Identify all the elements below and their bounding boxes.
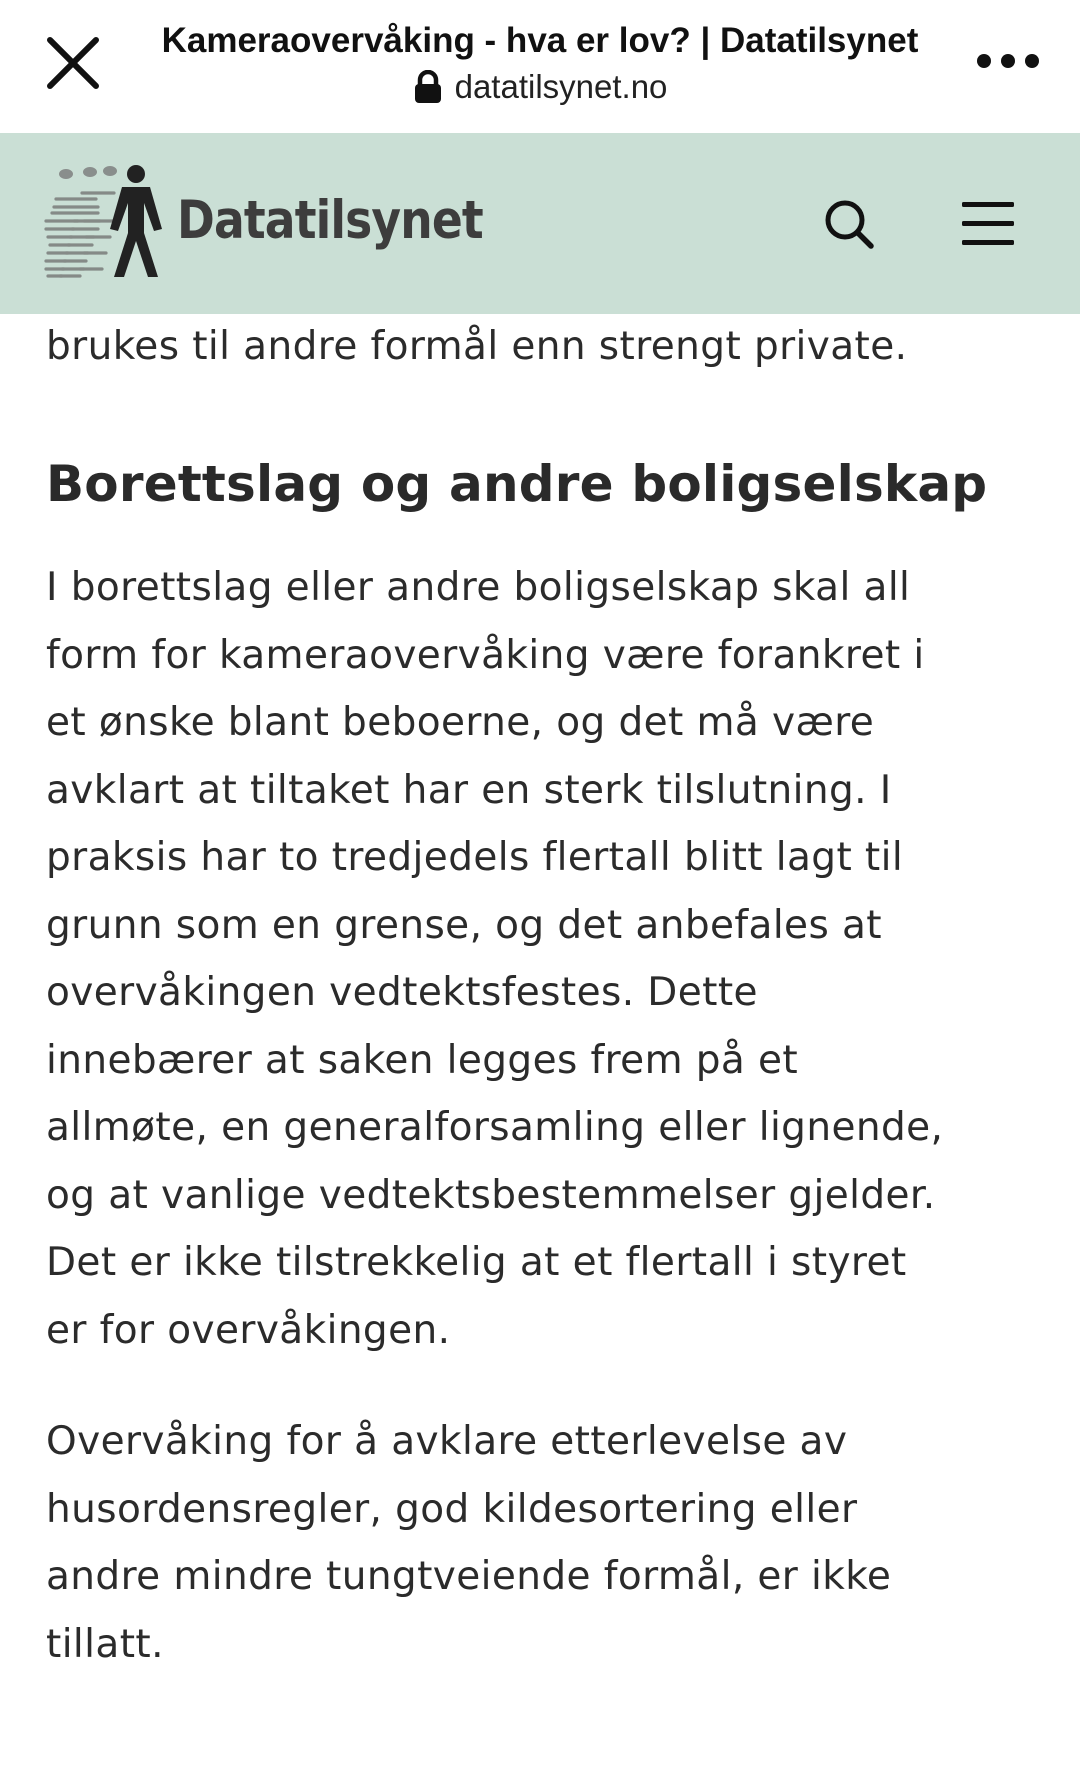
paragraph-borettslag <box>46 554 1046 1364</box>
logo-text: Datatilsynet <box>177 190 483 251</box>
more-options-button[interactable] <box>966 36 1050 86</box>
walking-figures-logo-icon <box>44 163 169 278</box>
browser-toolbar <box>0 0 1080 133</box>
paragraph-line: praksis har to tredjedels flertall blitt lagt til <box>46 835 904 880</box>
search-button[interactable] <box>814 189 884 259</box>
site-header <box>0 133 1080 314</box>
more-horizontal-icon <box>976 53 1040 69</box>
paragraph-husordensregler <box>46 1408 1046 1678</box>
hamburger-menu-icon <box>961 200 1015 248</box>
paragraph-line: form for kameraovervåking være forankret i <box>46 632 925 678</box>
paragraph-line: overvåkingen vedtektsfestes. Dette <box>46 970 758 1015</box>
paragraph-line: I borettslag eller andre boligselskap skal all <box>46 565 911 610</box>
lock-icon <box>413 70 443 104</box>
article-content <box>46 314 1046 1678</box>
paragraph-line: og at vanlige vedtektsbestemmelser gjelder. <box>46 1172 936 1218</box>
paragraph-line: andre mindre tungtveiende formål, er ikke <box>46 1554 892 1599</box>
paragraph-line: avklart at tiltaket har en sterk tilslutning. I <box>46 767 892 813</box>
section-heading: Borettslag og andre boligselskap <box>46 455 988 513</box>
lead-text: brukes til andre formål enn strengt private. <box>46 324 908 369</box>
paragraph-line: Overvåking for å avklare etterlevelse av <box>46 1419 848 1464</box>
paragraph-line: tillatt. <box>46 1621 164 1667</box>
paragraph-line: Det er ikke tilstrekkelig at et flertall i styret <box>46 1240 907 1285</box>
url-row[interactable] <box>140 66 940 108</box>
paragraph-line: grunn som en grense, og det anbefales at <box>46 902 882 948</box>
paragraph-line: er for overvåkingen. <box>46 1307 451 1353</box>
paragraph-line: innebærer at saken legges frem på et <box>46 1037 799 1083</box>
close-button[interactable] <box>38 28 108 98</box>
paragraph-line: husordensregler, god kildesortering eller <box>46 1486 858 1532</box>
close-icon <box>45 35 101 91</box>
paragraph-line: et ønske blant beboerne, og det må være <box>46 700 875 745</box>
paragraph-line: allmøte, en generalforsamling eller lignende, <box>46 1105 944 1150</box>
menu-button[interactable] <box>950 189 1026 259</box>
search-icon <box>823 198 875 250</box>
url-text: datatilsynet.no <box>454 68 668 105</box>
page-title: Kameraovervåking - hva er lov? | Datatilsynet <box>161 21 919 60</box>
site-logo[interactable] <box>44 163 533 278</box>
page-title-block <box>140 18 940 108</box>
